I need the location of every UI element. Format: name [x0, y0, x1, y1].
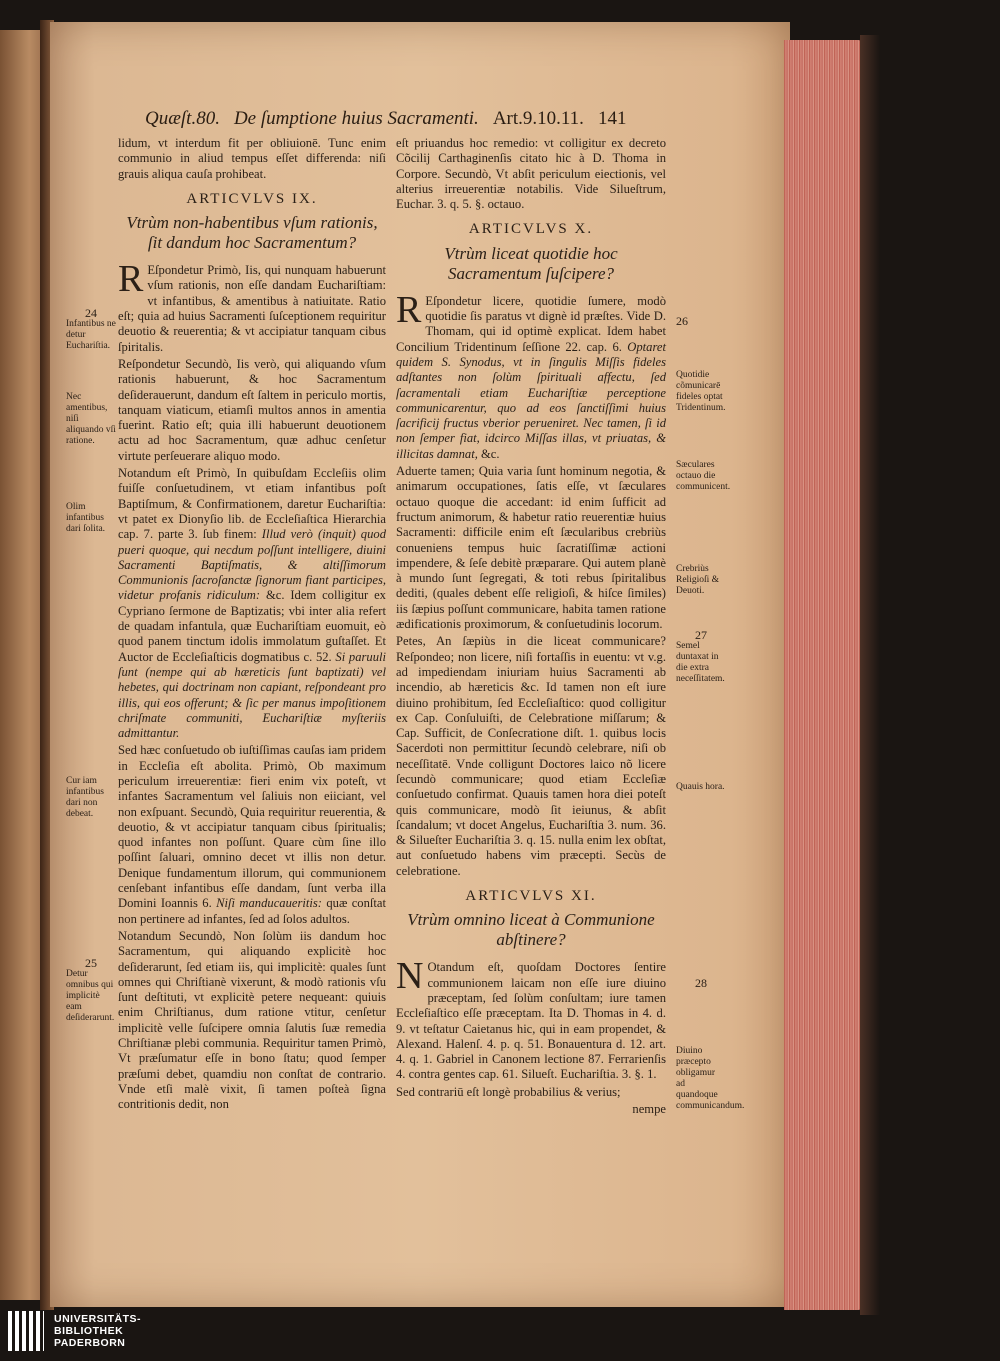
drop-cap: R: [396, 288, 422, 331]
library-logo: UNIVERSITÄTS- BIBLIOTHEK PADERBORN: [8, 1311, 141, 1351]
page-number: 141: [597, 108, 627, 129]
article-9-heading: ARTICVLVS IX.: [186, 190, 318, 207]
article-10-heading: ARTICVLVS X.: [468, 221, 594, 238]
left-paragraph-4: Sed hæc conſuetudo ob iuſtiſſimas cauſas iam pridem in Eccleſia eſt abolita. Primò, Ob maximum periculum irreuerentiæ: fieri enim vix poteſt, vt infantes Sacramentum vel ſaliuis non eiiciant, vel non exſpuant. Secundò, Quia requiritur reuerentia, & deuotio, & vt accipiatur tanquam cibus ſpiritualis; quod infantes non poſſunt. Quare cùm ſine illo poſſint ſaluari, omnino decet vt illis non detur. Denique fundamentum illorum, qui communionem cenſebant infantibus eſſe dandam, ſunt verba illa Domini Ioannis 6. Niſi manducaueritis: quæ conſtat non pertinere ad infantes, ſed ad ſolos adultos.: [118, 743, 386, 926]
header-left: Quæſt.80.: [145, 108, 220, 129]
left-paragraph-1: R Eſpondetur Primò, Iis, qui nunquam habuerunt vſum rationis, non eſſe dandam Euchariſtiam: vt infantibus, & amentibus à natiuitate. Ratio eſt; quia ad huius Sacramenti ſuſceptionem requiritur deuotio & reuerentia; & vt accipiatur tanquam cibus ſpiritalis.: [118, 258, 386, 354]
right-paragraph-4: N Otandum eſt, quoſdam Doctores ſentire communionem laicam non eſſe iure diuino præceptam, ſed ſolùm conſultam; iure tamen Eccleſiaſtico eſſe præceptam. Ita D. Thomas in 4. d. 9. vt teſtatur Caietanus hic, qui in eam propendet, & Alexand. Halenſ. 4. p. q. 51. Bonauentura d. 12. art. 4. q. 1. Gabriel in Canonem lectione 87. Ferrarienſis 4. contra gentes cap. 61. Silueſt. Euchariſtia. 3. §. 1.: [396, 955, 666, 1082]
catchword: nempe: [632, 1102, 666, 1117]
margin-note-28: 28: [695, 976, 707, 990]
running-header: [145, 108, 665, 130]
header-title: De ſumptione huius Sacramenti.: [233, 108, 479, 129]
right-paragraph-2: Aduerte tamen; Quia varia ſunt hominum negotia, & animarum occupationes, ſatis eſſe, vt ſæculares octauo quoque die accedant: id enim ſufficit ad fructum animorum, & habetur ratio reuerentiæ huius Sacramenti: difficile enim eſt ſæcularibus crebriùs conueniens tempus huic ſacratiſſimæ actioni impendere, & ſeſe debitè præparare. Qui autem planè à mundo ſunt ſegregati, & toti rebus ſpiritalibus dediti, (quales debent eſſe religioſi, & hiſce ſimiles) iis ſæpius poſſunt communicare, habita tamen ratione ædificationis proximorum, & conſuetudinis locorum.: [396, 464, 666, 632]
margin-note-crebrius: Crebriùs Religioſi & Deuoti.: [676, 564, 720, 596]
margin-note-quotidie: Quotidie cõmunicarē fideles optat Tridentinum.: [676, 370, 726, 413]
drop-cap: R: [118, 258, 144, 301]
left-paragraph-3: Notandum eſt Primò, In quibuſdam Eccleſiis olim fuiſſe conſuetudinem, vt etiam infantibus poſt Baptiſmum, & Confirmationem, daretur Euchariſtia: vt patet ex Dionyſio lib. de Eccleſiaſtica Hierarchia cap. 7. parte 3. ſub finem: Illud verò (inquit) quod pueri quoque, qui necdum poſſunt intelligere, diuini Sacramenti Baptiſmatis, & altiſſimorum Communionis ſacroſanctæ ſignorum fiant participes, videtur profanis ridiculum: &c. Idem colligitur ex Cypriano ſermone de Baptizatis; vbi inter alia refert de quadam infantula, quæ Euchariſtiam euomuit, eò quod panem tinctum idolis immolatum guſtaſſet. Et Auctor de Eccleſiaſticis dogmatibus c. 52. Si paruuli ſunt (nempe qui ab hæreticis ſunt baptizati) vel hebetes, qui doctrinam non capiant, reſpondeant pro illis, qui eos offerunt; & ſic per manus impoſitionem chriſmate communiti, Euchariſtiæ myſteriis admittantur.: [118, 466, 386, 741]
left-intro: lidum, vt interdum fit per obliuionē. Tunc enim communio in aliud tempus eſſet differenda: niſi grauis aliqua cauſa prohibeat.: [118, 136, 386, 181]
library-logo-icon: [8, 1311, 44, 1351]
margin-note-cur-iam: Cur iam infantibus dari non debeat.: [66, 776, 104, 819]
margin-note-quauis: Quauis hora.: [676, 782, 725, 792]
right-intro: eſt priuandus hoc remedio: vt colligitur ex decreto Cõcilij Carthaginenſis citato hic à D. Thoma in Corpore. Secundò, Vt abſit periculum eiectionis, vel alterius irreuerentiæ notabilis. Vide Silueſtrum, Euchar. 3. q. 5. §. octauo.: [396, 136, 666, 212]
article-10-question: Vtrùm liceat quotidie hoc Sacramentum ſuſcipere?: [444, 243, 618, 283]
left-column: [118, 136, 386, 1115]
article-11-question: Vtrùm omnino liceat à Communione abſtinere?: [407, 910, 655, 950]
facing-page-edge: [0, 30, 42, 1300]
margin-note-nec-amentibus: Nec amentibus, niſi aliquando vſi ratione.: [66, 392, 116, 446]
red-page-edges: [784, 40, 864, 1310]
margin-note-26: 26: [676, 314, 688, 328]
right-paragraph-1: R Eſpondetur licere, quotidie ſumere, modò quotidie ſis paratus vt dignè id præſtes. Vide D. Thomam, qui id optimè explicat. Idem habet Concilium Tridentinum ſeſſione 22. cap. 6. Optaret quidem S. Synodus, vt in ſingulis Miſſis fideles adſtantes non ſolùm ſpirituali affectu, ſed ſacramentali etiam Euchariſtiæ perceptione communicarentur, quo ad eos ſanctiſſimi huius ſacrificij fructus vberior perueniret. Nec tamen, ſi id non ſemper fiat, idcirco Miſſas illas, vt priuatas, & illicitas damnat, &c.: [396, 288, 666, 461]
left-paragraph-2: Reſpondetur Secundò, Iis verò, qui aliquando vſum rationis habuerunt, & hoc Sacramentum deſiderauerunt, dandum eſt ſaltem in periculo mortis, tanquam viaticum, etiamſi multos annos in amentia fuerint. Ratio eſt; quia illi habuerunt deuotionem actu ad hoc Sacramentum, quæ adhuc cenſetur virtute perſeuerare aliquo modo.: [118, 356, 386, 463]
margin-note-24: 24 Infantibus ne detur Euchariſtia.: [66, 306, 116, 351]
right-column: [396, 136, 666, 1119]
margin-note-25: 25 Detur omnibus qui implicitè eam deſiderarunt.: [66, 956, 115, 1023]
margin-note-olim: Olim infantibus dari ſolita.: [66, 502, 106, 534]
right-paragraph-5: Sed contrariū eſt longè probabilius & verius;: [396, 1084, 621, 1099]
right-paragraph-3: Petes, An ſæpiùs in die liceat communicare? Reſpondeo; non licere, niſi fortaſſis in euentu: vt v.g. ad impediendam iniuriam huius Sacramenti ab incendio, ab hæreticis &c. Id tamen non eſt iure diuino prohibitum, ſed Eccleſiaſtico: quod colligitur ex Cap. Conſuluiſti, de Celebratione miſſarum; & Cap. Sufficit, de Conſecratione diſt. 1. quibus locis Sacerdoti non permittitur ſecundò celebrare, niſi ob neceſſitatē. Vnde colligunt Doctores laico nõ licere ſecundò communicare; quod etiam Eccleſiæ conſuetudo confirmat. Quauis tamen hora diei poteſt quis communicare, modò ſit ieiunus, & abſit ſcandalum; vt docet Angelus, Euchariſtia 3. num. 36. & Silueſter Euchariſtia 3. q. 15. nulla enim lex obſtat, aut conſuetudo habens vim præcepti. Secùs de celebratione.: [396, 634, 666, 878]
edge-shadow: [860, 35, 880, 1315]
article-11-heading: ARTICVLVS XI.: [465, 888, 597, 905]
left-paragraph-5: Notandum Secundò, Non ſolùm iis dandum hoc Sacramentum, qui aliquando explicitè hoc deſiderarunt, ſed etiam iis, qui implicitè: quales ſunt omnes qui Chriſtianè vixerunt, & modò rationis vſu ſunt deſtituti, vt explicitè petere nequeant: quiuis enim Chriſtianus, dum ratione vtitur, cenſetur implicitè velle ſuſcipere omnia ſalutis ſuæ remedia Chriſtianæ plebi communia. Requiritur tamen Primò, Vt præſumatur eſſe in bono ſtatu; quod ſemper præſumi debet, quamdiu non conſtat de contrario. Vnde etſi malè vixit, ſi tamen poſteà ſigna contritionis dedit, non: [118, 928, 386, 1112]
margin-note-27: 27 Semel duntaxat in die extra neceſſitatem.: [676, 628, 725, 684]
margin-note-saeculares: Sæculares octauo die communicent.: [676, 460, 731, 492]
margin-note-divino: Diuino præcepto obligamur ad quandoque communicandum.: [676, 1046, 745, 1111]
header-articles: Art.9.10.11.: [492, 108, 584, 129]
drop-cap: N: [396, 955, 424, 998]
article-9-question: Vtrùm non-habentibus vſum rationis, ſit dandum hoc Sacramentum?: [126, 213, 378, 253]
